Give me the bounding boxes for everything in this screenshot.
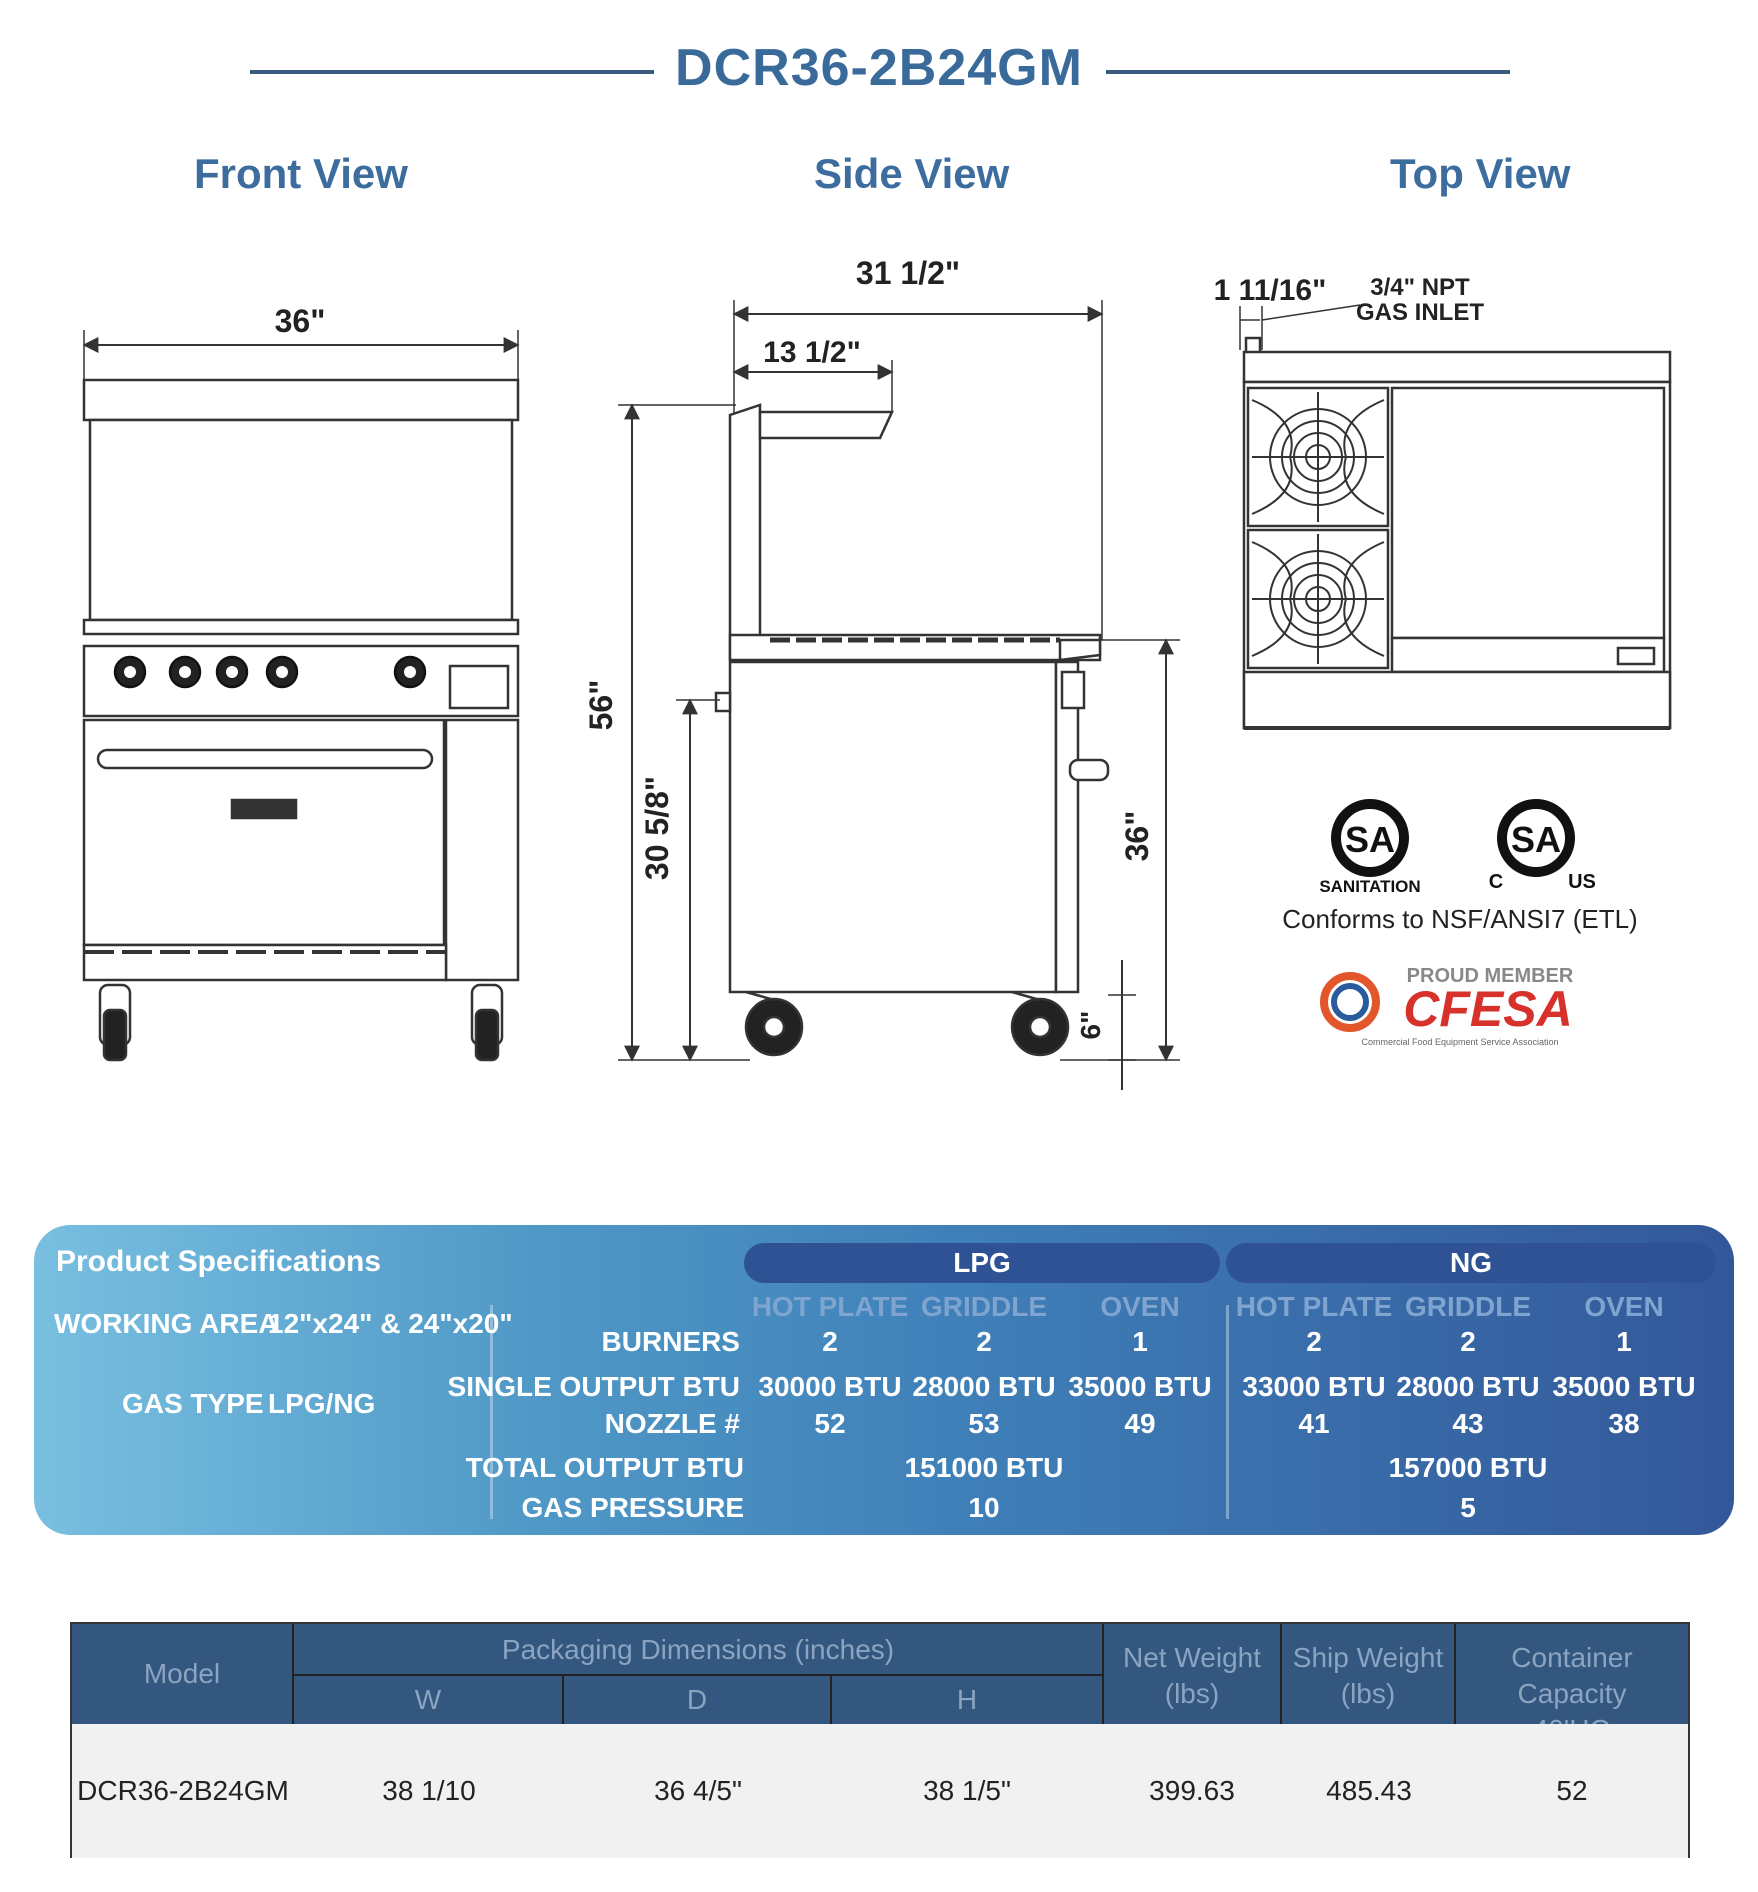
lpg-gas-pressure: 10: [968, 1492, 1000, 1523]
side-lower-label: 30 5/8": [639, 775, 675, 881]
row-ship-weight: 485.43: [1282, 1724, 1456, 1858]
side-view-title: Side View: [814, 150, 1010, 197]
gas-type-value: LPG/NG: [268, 1388, 376, 1419]
header-h: H: [832, 1676, 1102, 1724]
page-title: DCR36-2B24GM: [675, 39, 1083, 97]
lpg-burners-hot-plate: 2: [822, 1326, 838, 1357]
working-area-label: WORKING AREA: [54, 1308, 279, 1339]
row-container: 52: [1456, 1724, 1688, 1858]
row-w: 38 1/10: [294, 1724, 564, 1858]
ng-output-griddle: 28000 BTU: [1396, 1371, 1540, 1402]
csa-sanitation-logo: [1319, 804, 1420, 896]
header-d: D: [564, 1676, 832, 1724]
lpg-output-oven: 35000 BTU: [1068, 1371, 1212, 1402]
ng-gas-pressure: 5: [1460, 1492, 1476, 1523]
side-leg-label: 6": [1075, 1010, 1106, 1040]
divider-left: [490, 1305, 493, 1519]
header-w: W: [294, 1676, 564, 1724]
ng-nozzle-oven: 38: [1608, 1408, 1640, 1439]
header-pack-dims: Packaging Dimensions (inches): [294, 1624, 1102, 1676]
header-model: Model: [72, 1624, 294, 1724]
ng-output-oven: 35000 BTU: [1552, 1371, 1696, 1402]
burners-label: BURNERS: [601, 1326, 740, 1357]
ng-sub-oven: OVEN: [1584, 1291, 1664, 1322]
top-offset-label: 1 11/16": [1213, 274, 1327, 307]
ng-output-hot-plate: 33000 BTU: [1242, 1371, 1386, 1402]
row-net-weight: 399.63: [1102, 1724, 1282, 1858]
svg-text:SANITATION: SANITATION: [1319, 877, 1421, 896]
ng-sub-hot-plate: HOT PLATE: [1235, 1291, 1393, 1322]
svg-text:US: US: [1568, 871, 1596, 893]
lpg-burners-oven: 1: [1132, 1326, 1148, 1357]
side-height-label: 56": [583, 679, 619, 731]
cfesa-logo: [1324, 965, 1574, 1047]
ng-burners-griddle: 2: [1460, 1326, 1476, 1357]
lpg-output-hot-plate: 30000 BTU: [758, 1371, 902, 1402]
top-inlet-label-2: GAS INLET: [1355, 299, 1485, 326]
gas-type-label: GAS TYPE: [122, 1388, 264, 1419]
lpg-burners-griddle: 2: [976, 1326, 992, 1357]
ng-burners-hot-plate: 2: [1306, 1326, 1322, 1357]
header-ship-weight: Ship Weight (lbs): [1282, 1624, 1456, 1724]
divider-mid: [1226, 1305, 1229, 1519]
total-output-label: TOTAL OUTPUT BTU: [465, 1452, 744, 1483]
conforms-text: Conforms to NSF/ANSI7 (ETL): [1282, 904, 1638, 934]
packaging-table: [70, 1622, 1690, 1858]
ng-burners-oven: 1: [1616, 1326, 1632, 1357]
lpg-sub-oven: OVEN: [1100, 1291, 1180, 1322]
row-model: DCR36-2B24GM: [72, 1724, 294, 1858]
front-width-label: 36": [274, 303, 326, 339]
lpg-sub-griddle: GRIDDLE: [921, 1291, 1047, 1322]
top-view-title: Top View: [1390, 150, 1571, 197]
lpg-nozzle-griddle: 53: [968, 1408, 1000, 1439]
nozzle-label: NOZZLE #: [604, 1408, 740, 1439]
front-view-title: Front View: [194, 150, 408, 197]
svg-text:PROUD MEMBER: PROUD MEMBER: [1406, 965, 1574, 987]
row-h: 38 1/5": [832, 1724, 1102, 1858]
lpg-output-griddle: 28000 BTU: [912, 1371, 1056, 1402]
svg-text:C: C: [1488, 871, 1504, 893]
lpg-sub-hot-plate: HOT PLATE: [751, 1291, 909, 1322]
top-view-drawing: [1240, 305, 1670, 728]
side-work-height-label: 36": [1119, 810, 1155, 862]
ng-nozzle-hot-plate: 41: [1298, 1408, 1330, 1439]
product-specifications-panel: [34, 1225, 1734, 1535]
gas-pressure-label: GAS PRESSURE: [521, 1492, 744, 1523]
side-view-drawing: [618, 300, 1180, 1090]
spec-title: Product Specifications: [56, 1245, 382, 1278]
header-net-weight: Net Weight (lbs): [1102, 1624, 1282, 1724]
top-inlet-label-1: 3/4" NPT: [1370, 274, 1470, 301]
lpg-nozzle-oven: 49: [1124, 1408, 1156, 1439]
side-shelf-label: 13 1/2": [763, 336, 861, 369]
ng-header: NG: [1226, 1243, 1716, 1283]
side-depth-label: 31 1/2": [855, 255, 961, 291]
ng-total-output: 157000 BTU: [1388, 1452, 1548, 1483]
working-area-value: 12"x24" & 24"x20": [268, 1308, 513, 1339]
ng-nozzle-griddle: 43: [1452, 1408, 1484, 1439]
svg-text:SA: SA: [1510, 819, 1562, 860]
svg-text:SA: SA: [1344, 819, 1396, 860]
lpg-total-output: 151000 BTU: [904, 1452, 1064, 1483]
lpg-header: LPG: [744, 1243, 1220, 1283]
lpg-nozzle-hot-plate: 52: [814, 1408, 846, 1439]
svg-text:Commercial Food Equipment Serv: Commercial Food Equipment Service Association: [1361, 1037, 1559, 1047]
header-container-capacity: Container Capacity: [1456, 1624, 1688, 1724]
row-d: 36 4/5": [564, 1724, 832, 1858]
csa-c-us-logo: [1489, 804, 1596, 893]
single-output-label: SINGLE OUTPUT BTU: [447, 1371, 740, 1402]
ng-sub-griddle: GRIDDLE: [1405, 1291, 1531, 1322]
svg-text:CFESA: CFESA: [1403, 981, 1573, 1037]
front-view-drawing: [84, 330, 518, 1060]
